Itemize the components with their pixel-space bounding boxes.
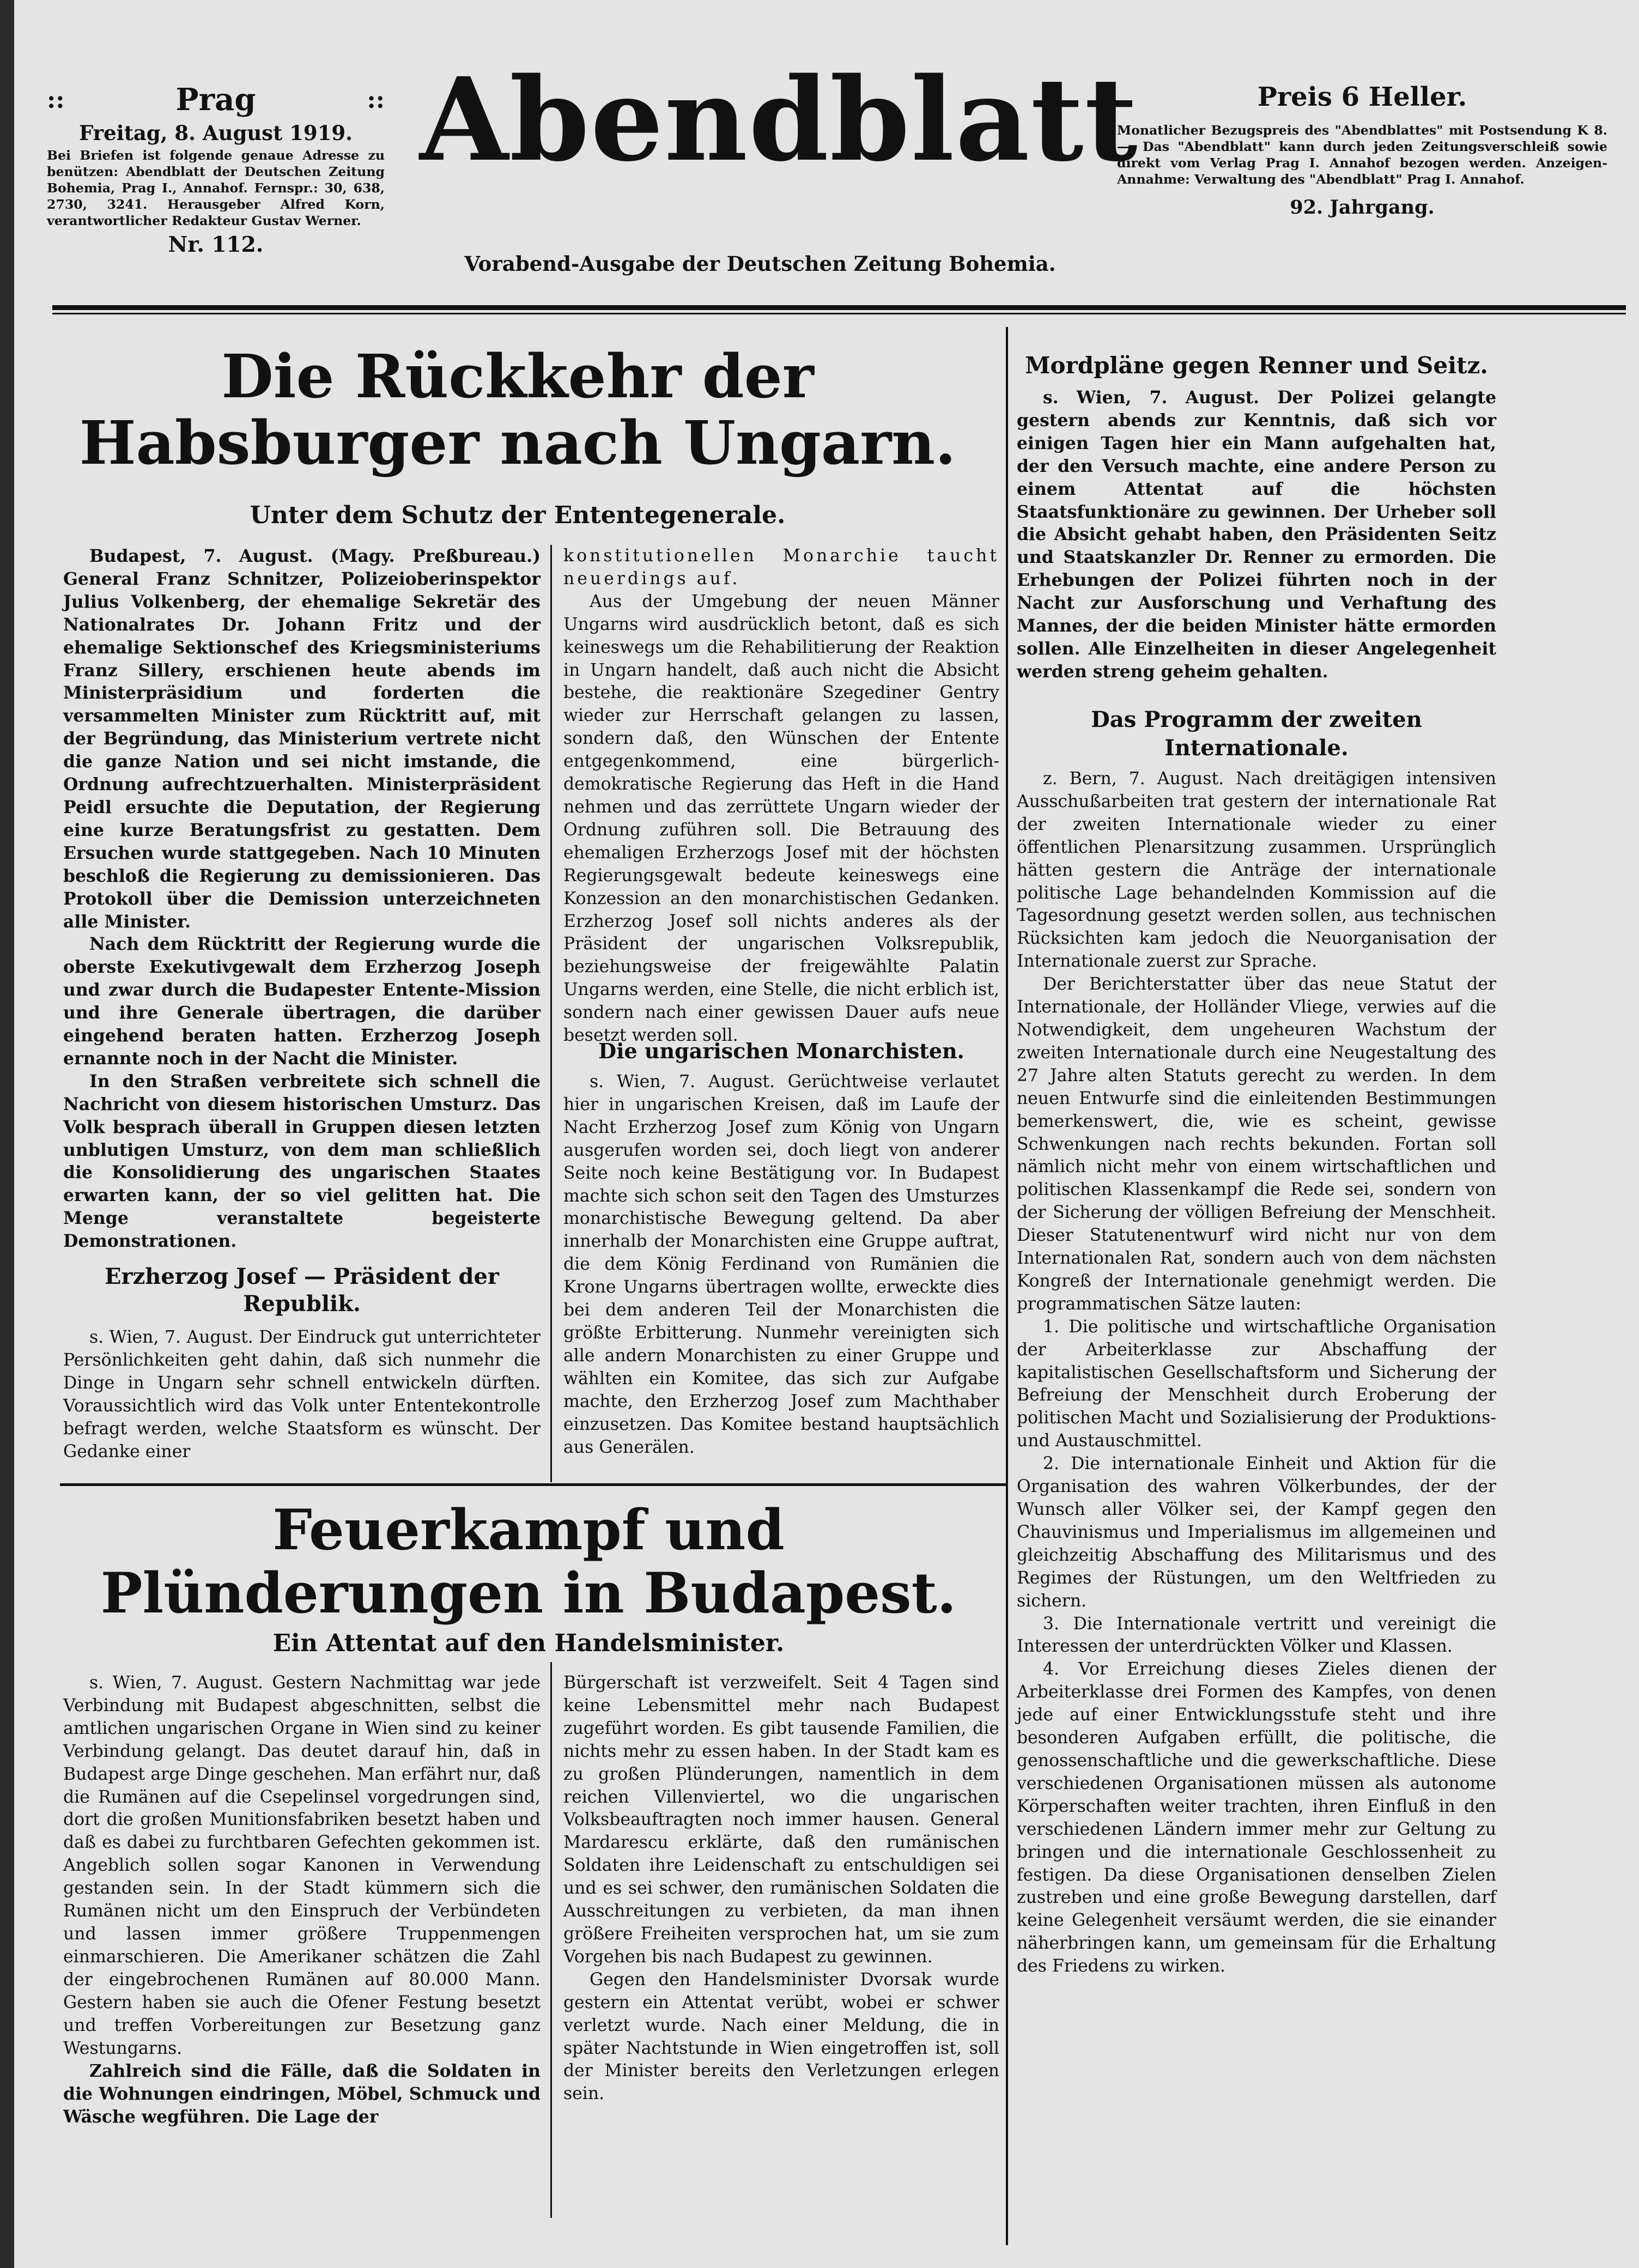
headline-erzherzog: Erzherzog Josef — Präsident der Republik. (105, 1264, 499, 1317)
feuerkampf-column-2 (563, 1672, 999, 2106)
habsburg-column-1 (63, 545, 541, 1253)
scan-margin (0, 0, 14, 2268)
subhead-habsburg: Unter dem Schutz der Ententegenerale. (250, 501, 786, 529)
monarchisten-section (563, 1038, 999, 1459)
feuerkampf-column-1 (63, 1672, 541, 2128)
paragraph: s. Wien, 7. August. Gerüchtweise verlautet hier in ungarischen Kreisen, daß im Laufe der Nacht Erzherzog Josef zum König von Ungarn ausgerufen worden sei, doch liegt von anderer Seite noch keine Bestätigung vor. In Budapest machte sich schon seit den Tagen des Umsturzes monarchistische Bewegung geltend. Da aber innerhalb der Monarchisten eine Gruppe auftrat, die dem König Ferdinand von Rumänien die Krone Ungarns übertragen wollte, erweckte dies bei dem anderen Teil der Monarchisten die größte Erbitterung. Nunmehr vereinigten sich alle andern Monarchisten zu einer Gruppe und wählten ein Komitee, das sich zur Aufgabe machte, den Erzherzog Josef zum Machthaber einzusetzen. Das Komitee bestand hauptsächlich aus Generälen. (563, 1072, 999, 1457)
habsburg-column-2 (563, 545, 999, 1047)
paragraph: konstitutionellen Monarchie taucht neuerdings auf. (563, 546, 999, 589)
paragraph: 3. Die Internationale vertritt und vereinigt die Interessen der unterdrückten Völker und Klassen. (1017, 1614, 1496, 1657)
ornament-right: :: (367, 86, 385, 114)
masthead-right (1117, 82, 1607, 219)
paragraph: Bürgerschaft ist verzweifelt. Seit 4 Tagen sind keine Lebensmittel mehr nach Budapest zugeführt worden. Es gibt tausende Familien, die nichts mehr zu essen haben. In der Stadt kam es zu großen Plünderungen, namentlich in dem reichen Villenviertel, wo die ungarischen Volksbeauftragten noch immer hausen. General Mardarescu erklärte, daß den rumänischen Soldaten ihre Leidenschaft zu entschuldigen sei und es sei schwer, den rumänischen Soldaten die Ausschreitungen zu verbieten, da man ihnen größere Freiheiten versprochen hat, um sie zum Vorgehen bis nach Budapest zu gewinnen. (563, 1673, 999, 1967)
paragraph: Budapest, 7. August. (Magy. Preßbureau.) General Franz Schnitzer, Polizeioberinspektor Julius Volkenberg, der ehemalige Sekretär des Nationalrates Dr. Johann Fritz und der ehemalige Sektionschef des Kriegsministeriums Franz Sillery, erschienen heute abends im Ministerpräsidium und forderten die versammelten Minister zum Rücktritt auf, mit der Begründung, das Ministerium vertrete nicht die ganze Nation und sei nicht imstande, die Ordnung aufrechtzuerhalten. Ministerpräsident Peidl ersuchte die Deputation, der Regierung eine kurze Beratungsfrist zu gestatten. Dem Ersuchen wurde stattgegeben. Nach 10 Minuten beschloß die Regierung zu demissionieren. Das Protokoll über die Demission unterzeichneten alle Minister. (63, 546, 541, 932)
column-rule-lower (550, 1662, 552, 2218)
paragraph: Aus der Umgebung der neuen Männer Ungarns wird ausdrücklich betont, daß es sich keineswegs um die Rehabilitierung der Reaktion in Ungarn handelt, daß auch nicht die Absicht bestehe, die reaktionäre Szegediner Gentry wieder zur Herrschaft gelangen zu lassen, sondern daß, den Wünschen der Entente entgegenkommend, eine bürgerlich-demokratische Regierung das Heft in die Hand nehmen und das zerrüttete Ungarn wieder der Ordnung zuführen soll. Die Betrauung des ehemaligen Erzherzogs Josef mit der höchsten Regierungsgewalt bedeute keineswegs eine Konzession an den monarchistischen Gedanken. Erzherzog Josef soll nichts anderes als der Präsident der ungarischen Volksrepublik, beziehungsweise der freigewählte Palatin Ungarns werden, eine Stelle, die nicht erblich ist, sondern nach einer gewissen Dauer aufs neue besetzt werden soll. (563, 591, 999, 1046)
paragraph: 1. Die politische und wirtschaftliche Organisation der Arbeiterklasse zur Abschaffung der kapitalistischen Gesellschaftsform und Sicherung der Befreiung der Menschheit durch Eroberung der politischen Macht und Sozialisierung der Produktions- und Austauschmittel. (1017, 1317, 1496, 1451)
masthead-left (47, 82, 385, 257)
issue-number: Nr. 112. (168, 232, 264, 257)
headline-monarchisten: Die ungarischen Monarchisten. (598, 1039, 964, 1063)
subscription-note: Monatlicher Bezugspreis des "Abendblattes" mit Postsendung K 8.—. Das "Abendblatt" kann durch jeden Zeitungsverschleiß sowie direkt vom Verlag Prag I. Annahof bezogen werden. Anzeigen-Annahme: Verwaltung des "Abendblatt" Prag I. Annahof. (1117, 123, 1607, 187)
mordplaene-section (1017, 351, 1496, 683)
paragraph: s. Wien, 7. August. Gestern Nachmittag war jede Verbindung mit Budapest abgeschnitten, selbst die amtlichen ungarischen Organe in Wien sind zu keiner Verbindung gelangt. Das deutet darauf hin, daß in Budapest arge Dinge geschehen. Man erfährt nur, daß die Rumänen auf die Csepelinsel vorgedrungen sind, dort die großen Munitionsfabriken besetzt haben und daß es dabei zu furchtbaren Gefechten gekommen ist. Angeblich sollen sogar Kanonen in Verwendung gestanden sein. In der Stadt kümmern sich die Rumänen nicht um den Einspruch der Verbündeten und lassen immer größere Truppenmengen einmarschieren. Die Amerikaner schätzen die Zahl der eingebrochenen Rumänen auf 80.000 Mann. Gestern haben sie auch die Ofener Festung besetzt und treffen Vorbereitungen zur Besetzung ganz Westungarns. (63, 1673, 541, 2058)
column-rule-upper (550, 545, 552, 1482)
headline-mordplaene: Mordpläne gegen Renner und Seitz. (1025, 352, 1488, 379)
paragraph: Nach dem Rücktritt der Regierung wurde die oberste Exekutivgewalt dem Erzherzog Joseph und zwar durch die Budapester Entente-Mission und ihre Generale übertragen, die darüber eingehend beraten hatten. Erzherzog Joseph ernannte noch in der Nacht die Minister. (63, 934, 541, 1069)
masthead-rule (52, 305, 1626, 310)
section-rule (60, 1483, 1007, 1486)
issue-date: Freitag, 8. August 1919. (79, 121, 353, 145)
volume: 92. Jahrgang. (1290, 196, 1435, 219)
city-name: Prag (175, 82, 256, 118)
paragraph: Der Berichterstatter über das neue Statut der Internationale, der Holländer Vliege, verwies auf die Notwendigkeit, dem ungeheuren Wachstum der zweiten Internationale durch eine Neugestaltung des 27 Jahre alten Statuts gerecht zu werden. In dem neuen Entwurfe sind die einleitenden Bestimmungen bemerkenswert, die, wie es scheint, gewisse Schwenkungen nach rechts bekunden. Fortan soll nämlich nicht mehr von einem wirtschaftlichen und politischen Klassenkampf die Rede sei, sondern von der Sicherung der völligen Befreiung der Menschheit. Dieser Statutenentwurf wird nicht nur von dem Internationalen Rat, sondern auch von dem nächsten Kongreß der Internationale genehmigt werden. Die programmatischen Sätze lauten: (1017, 974, 1496, 1314)
paragraph: 4. Vor Erreichung dieses Zieles dienen der Arbeiterklasse drei Formen des Kampfes, von denen jede auf einer Entwicklungsstufe steht und ihre besonderen Aufgaben erfüllt, die politische, die genossenschaftliche und die gewerkschaftliche. Diese verschiedenen Organisationen müssen als autonome Körperschaften weiter trachten, ihren Einfluß in den verschiedenen Ländern immer mehr zur Geltung zu bringen und die internationale Geschlossenheit zu festigen. Da diese Organisationen denselben Zielen zustreben und eine große Bewegung darstellen, darf keine Gelegenheit versäumt werden, die sie einander näherbringen kann, um gemeinsam für die Erhaltung des Friedens zu wirken. (1017, 1659, 1496, 1976)
column-rule-right (1006, 327, 1008, 2245)
newspaper-title: Abendblatt (420, 52, 1139, 187)
erzherzog-section (63, 1263, 541, 1463)
address-note: Bei Briefen ist folgende genaue Adresse zu benützen: Abendblatt der Deutschen Zeitung Bohemia, Prag I., Annahof. Fernspr.: 30, 638, 2730, 3241. Herausgeber Alfred Korn, verantwortlicher Redakteur Gustav Werner. (47, 148, 385, 228)
paragraph: Gegen den Handelsminister Dvorsak wurde gestern ein Attentat verübt, wobei er schwer verletzt wurde. Nach einer Meldung, die in später Nachtstunde in Wien eingetroffen ist, soll der Minister bereits den Verletzungen erlegen sein. (563, 1969, 999, 2104)
ornament-left: :: (47, 86, 65, 114)
masthead-rule-thin (52, 313, 1626, 314)
price: Preis 6 Heller. (1257, 82, 1467, 112)
subhead-feuerkampf: Ein Attentat auf den Handelsminister. (272, 1629, 785, 1657)
paragraph: z. Bern, 7. August. Nach dreitägigen intensiven Ausschußarbeiten trat gestern der internationale Rat der zweiten Internationale wieder zu einer öffentlichen Plenarsitzung zusammen. Ursprünglich hätten gestern die Anträge der internationale politische Lage behandelnden Kommission auf die Tagesordnung gesetzt werden sollen, aus technischen Rücksichten kam jedoch die Neuorganisation der Internationale zuerst zur Sprache. (1017, 769, 1496, 972)
programm-section (1017, 706, 1496, 1978)
paragraph: s. Wien, 7. August. Der Polizei gelangte gestern abends zur Kenntnis, daß sich vor einigen Tagen hier ein Mann aufgehalten hat, der den Versuch machte, eine andere Person zu einem Attentat auf die höchsten Staatsfunktionäre zu gewinnen. Der Urheber soll die Absicht gehabt haben, den Präsidenten Seitz und Staatskanzler Dr. Renner zu ermorden. Die Erhebungen der Polizei führten noch in der Nacht zur Ausforschung und Verhaftung des Mannes, der die beiden Minister hätte ermorden sollen. Alle Einzelheiten in dieser Angelegenheit werden streng geheim gehalten. (1017, 387, 1496, 682)
headline-programm: Das Programm der zweiten Internationale. (1091, 707, 1422, 761)
newspaper-subtitle: Vorabend-Ausgabe der Deutschen Zeitung Bohemia. (464, 252, 1056, 276)
paragraph: In den Straßen verbreitete sich schnell die Nachricht von diesem historischen Umsturz. Das Volk besprach überall in Gruppen diesen letzten unblutigen Umsturz, von dem man schließlich die Konsolidierung des ungarischen Staates erwarten kann, der so viel gelitten hat. Die Menge veranstaltete begeisterte Demonstrationen. (63, 1071, 541, 1252)
paragraph: 2. Die internationale Einheit und Aktion für die Organisation des wahren Völkerbundes, der der Wunsch aller Völker sei, der Kampf gegen den Chauvinismus und Imperialismus im allgemeinen und gleichzeitig Abschaffung des Militarismus und des Regimes der Rüstungen, um den Weltfrieden zu sichern. (1017, 1454, 1496, 1611)
paragraph: s. Wien, 7. August. Der Eindruck gut unterrichteter Persönlichkeiten geht dahin, daß sich nunmehr die Dinge in Ungarn sehr schnell entwickeln dürften. Voraussichtlich wird das Volk unter Ententekontrolle befragt werden, welche Staatsform es wünscht. Der Gedanke einer (63, 1327, 541, 1462)
paragraph: Zahlreich sind die Fälle, daß die Soldaten in die Wohnungen eindringen, Möbel, Schmuck und Wäsche wegführen. Die Lage der (63, 2061, 541, 2127)
headline-feuerkampf: Feuerkampf und Plünderungen in Budapest. (100, 1497, 957, 1626)
headline-habsburg: Die Rückkehr der Habsburger nach Ungarn. (79, 341, 956, 478)
